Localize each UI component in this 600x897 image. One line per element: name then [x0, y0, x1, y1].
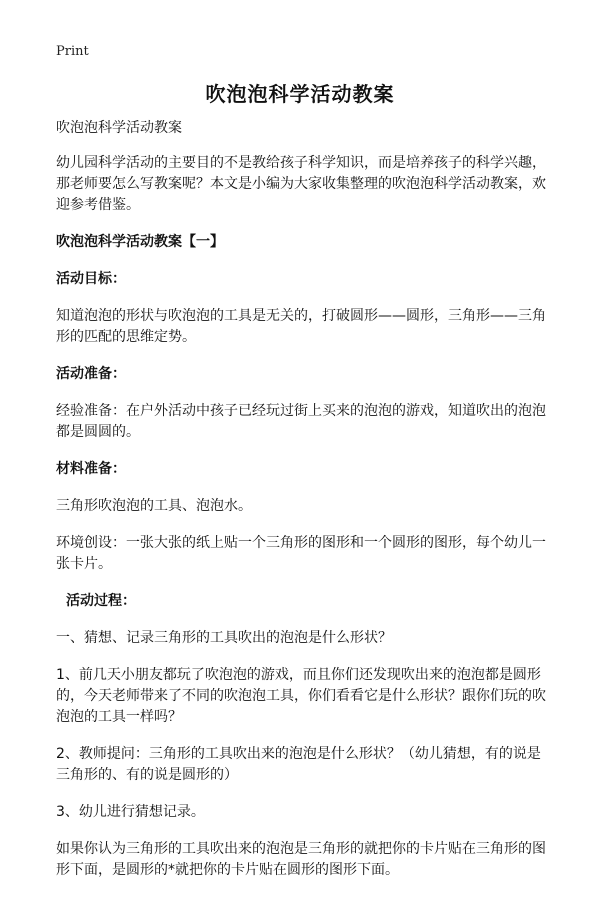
step-1-item-1: 1、前几天小朋友都玩了吹泡泡的游戏，而且你们还发现吹出来的泡泡都是圆形的，今天老师带来了不同的吹泡泡工具，你们看看它是什么形状？跟你们玩的吹泡泡的工具一样吗？	[56, 667, 546, 725]
step-1-item-3: 3、幼儿进行猜想记录。	[56, 804, 205, 820]
heading-activity-prep: 活动准备：	[56, 366, 126, 382]
heading-activity-process: 活动过程：	[66, 593, 136, 609]
environment-paragraph: 环境创设：一张大张的纸上贴一个三角形的图形和一个圆形的图形，每个幼儿一张卡片。	[56, 535, 546, 572]
prep-paragraph: 经验准备：在户外活动中孩子已经玩过街上买来的泡泡的游戏，知道吹出的泡泡都是圆圆的。	[56, 403, 546, 440]
step-1-item-2: 2、教师提问：三角形的工具吹出来的泡泡是什么形状？（幼儿猜想，有的说是三角形的、有的说是圆形的）	[56, 746, 541, 783]
section-heading-plan-1: 吹泡泡科学活动教案【一】	[56, 234, 224, 250]
step-1-item-3-detail: 如果你认为三角形的工具吹出来的泡泡是三角形的就把你的卡片贴在三角形的图形下面，是圆形的*就把你的卡片贴在圆形的图形下面。	[56, 841, 546, 878]
document-body	[56, 118, 550, 897]
step-1-heading: 一、猜想、记录三角形的工具吹出的泡泡是什么形状？	[56, 630, 392, 646]
materials-paragraph: 三角形吹泡泡的工具、泡泡水。	[56, 498, 252, 514]
print-label: Print	[56, 44, 89, 59]
heading-activity-goals: 活动目标：	[56, 271, 126, 287]
page-title: 吹泡泡科学活动教案	[205, 82, 395, 106]
heading-materials: 材料准备：	[56, 461, 126, 477]
doc-subtitle: 吹泡泡科学活动教案	[56, 120, 182, 136]
goals-paragraph: 知道泡泡的形状与吹泡泡的工具是无关的，打破圆形——圆形，三角形——三角形的匹配的思维定势。	[56, 308, 546, 345]
intro-paragraph: 幼儿园科学活动的主要目的不是教给孩子科学知识，而是培养孩子的科学兴趣，那老师要怎么写教案呢？本文是小编为大家收集整理的吹泡泡科学活动教案，欢迎参考借鉴。	[56, 155, 546, 213]
